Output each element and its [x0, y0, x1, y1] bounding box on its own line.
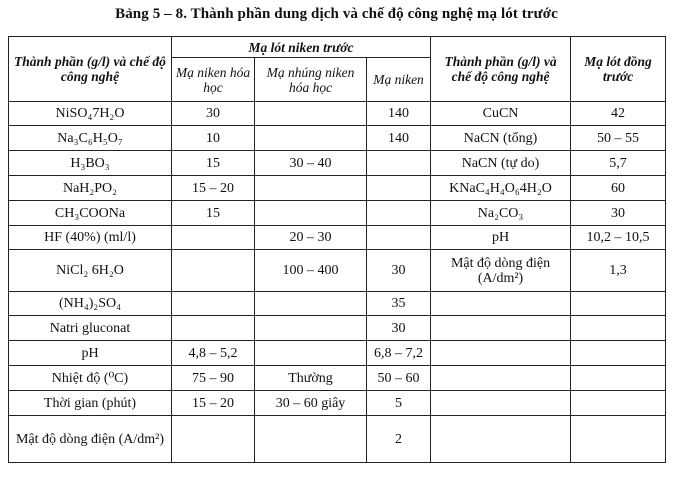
nickel-group-header: Mạ lót niken trước: [172, 37, 431, 58]
right-row-label: Mật độ dòng điện (A/dm²): [431, 250, 571, 292]
left-component-header: Thành phần (g/l) và chế độ công nghệ: [9, 37, 172, 102]
chemical-nickel-value: [172, 416, 255, 463]
left-row-label: HF (40%) (ml/l): [9, 226, 172, 250]
dip-nickel-value: [255, 176, 367, 201]
chemical-nickel-header: Mạ niken hóa học: [172, 58, 255, 102]
table-row: [9, 250, 666, 292]
plating-table: [8, 36, 666, 463]
empty-cell: [431, 292, 571, 316]
table-row: [9, 391, 666, 416]
copper-strike-value: 50 – 55: [571, 126, 666, 151]
right-component-header: Thành phần (g/l) và chế độ công nghệ: [431, 37, 571, 102]
copper-strike-value: 10,2 – 10,5: [571, 226, 666, 250]
dip-nickel-value: [255, 316, 367, 341]
nickel-plating-header: Mạ niken: [367, 58, 431, 102]
right-row-label: Na₂CO₃: [431, 201, 571, 226]
nickel-plating-value: 140: [367, 102, 431, 126]
chemical-nickel-value: 15 – 20: [172, 391, 255, 416]
dip-nickel-value: 30 – 60 giây: [255, 391, 367, 416]
chemical-nickel-value: 75 – 90: [172, 366, 255, 391]
copper-strike-value: 60: [571, 176, 666, 201]
table-row: [9, 151, 666, 176]
dip-nickel-value: Thường: [255, 366, 367, 391]
nickel-plating-value: 6,8 – 7,2: [367, 341, 431, 366]
empty-cell: [431, 391, 571, 416]
empty-cell: [431, 341, 571, 366]
empty-cell: [431, 416, 571, 463]
dip-nickel-value: [255, 416, 367, 463]
empty-cell: [571, 341, 666, 366]
copper-strike-header: Mạ lót đồng trước: [571, 37, 666, 102]
chemical-nickel-value: [172, 316, 255, 341]
table-row: [9, 292, 666, 316]
left-row-label: (NH₄)₂SO₄: [9, 292, 172, 316]
left-row-label: pH: [9, 341, 172, 366]
table-row: [9, 366, 666, 391]
table-row: [9, 176, 666, 201]
dip-nickel-value: [255, 201, 367, 226]
empty-cell: [571, 292, 666, 316]
table-row: [9, 126, 666, 151]
dip-nickel-value: 20 – 30: [255, 226, 367, 250]
left-row-label: Na₃C₆H₅O₇: [9, 126, 172, 151]
empty-cell: [571, 316, 666, 341]
nickel-plating-value: [367, 226, 431, 250]
right-row-label: pH: [431, 226, 571, 250]
nickel-plating-value: [367, 176, 431, 201]
chemical-nickel-value: 10: [172, 126, 255, 151]
left-row-label: NaH₂PO₂: [9, 176, 172, 201]
chemical-nickel-value: 15 – 20: [172, 176, 255, 201]
left-row-label: NiCl₂ 6H₂O: [9, 250, 172, 292]
right-row-label: NaCN (tổng): [431, 126, 571, 151]
left-row-label: Nhiệt độ (⁰C): [9, 366, 172, 391]
nickel-plating-value: 30: [367, 316, 431, 341]
table-row: [9, 316, 666, 341]
left-row-label: NiSO₄7H₂O: [9, 102, 172, 126]
nickel-plating-value: 30: [367, 250, 431, 292]
dip-nickel-value: [255, 126, 367, 151]
nickel-plating-value: 50 – 60: [367, 366, 431, 391]
table-row: [9, 226, 666, 250]
right-row-label: CuCN: [431, 102, 571, 126]
nickel-plating-value: 140: [367, 126, 431, 151]
dip-nickel-value: 30 – 40: [255, 151, 367, 176]
copper-strike-value: 30: [571, 201, 666, 226]
right-row-label: NaCN (tự do): [431, 151, 571, 176]
nickel-plating-value: 5: [367, 391, 431, 416]
empty-cell: [571, 391, 666, 416]
dip-nickel-value: [255, 292, 367, 316]
empty-cell: [431, 316, 571, 341]
copper-strike-value: 1,3: [571, 250, 666, 292]
chemical-nickel-value: 15: [172, 201, 255, 226]
left-row-label: Natri gluconat: [9, 316, 172, 341]
left-row-label: Mật độ dòng điện (A/dm²): [9, 416, 172, 463]
right-row-label: KNaC₄H₄O₆4H₂O: [431, 176, 571, 201]
dip-nickel-header: Mạ nhúng niken hóa học: [255, 58, 367, 102]
nickel-plating-value: 35: [367, 292, 431, 316]
table-row: [9, 416, 666, 463]
chemical-nickel-value: 4,8 – 5,2: [172, 341, 255, 366]
table-caption: Bảng 5 – 8. Thành phần dung dịch và chế độ công nghệ mạ lót trước: [115, 6, 558, 22]
table-row: [9, 341, 666, 366]
chemical-nickel-value: [172, 226, 255, 250]
dip-nickel-value: [255, 102, 367, 126]
left-row-label: CH₃COONa: [9, 201, 172, 226]
nickel-plating-value: [367, 201, 431, 226]
left-row-label: H₃BO₃: [9, 151, 172, 176]
nickel-plating-value: [367, 151, 431, 176]
left-row-label: Thời gian (phút): [9, 391, 172, 416]
empty-cell: [571, 366, 666, 391]
dip-nickel-value: [255, 341, 367, 366]
empty-cell: [571, 416, 666, 463]
copper-strike-value: 5,7: [571, 151, 666, 176]
chemical-nickel-value: [172, 292, 255, 316]
copper-strike-value: 42: [571, 102, 666, 126]
chemical-nickel-value: 15: [172, 151, 255, 176]
chemical-nickel-value: 30: [172, 102, 255, 126]
nickel-plating-value: 2: [367, 416, 431, 463]
table-row: [9, 102, 666, 126]
empty-cell: [431, 366, 571, 391]
table-row: [9, 201, 666, 226]
chemical-nickel-value: [172, 250, 255, 292]
dip-nickel-value: 100 – 400: [255, 250, 367, 292]
